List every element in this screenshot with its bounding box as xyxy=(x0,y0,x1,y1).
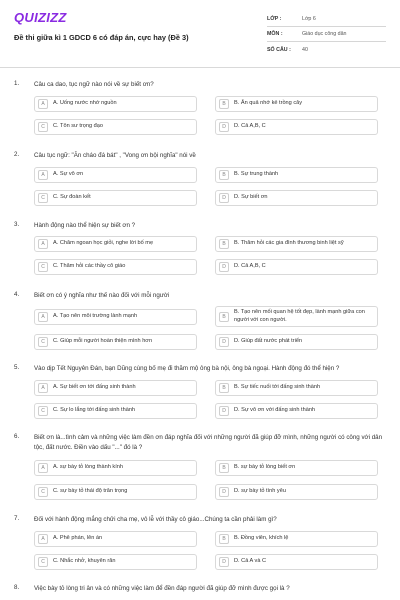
meta-row-grade xyxy=(267,12,386,27)
question-number: 7. xyxy=(14,515,20,522)
option-text: B. Đồng viên, khích lệ xyxy=(234,535,289,542)
option-letter: D xyxy=(219,337,229,347)
header-divider xyxy=(0,67,400,68)
option-text: A. sự bày tỏ lòng thành kính xyxy=(53,464,123,471)
option-a[interactable] xyxy=(34,460,197,476)
question-text: Vào dịp Tết Nguyên Đán, bạn Dũng cùng bố mẹ đi thăm mộ ông bà nội, ông bà ngoại. Hành động đó thể hiện ? xyxy=(34,365,340,372)
question-text: Việc bày tỏ lòng tri ân và có những việc làm để đền đáp người đã giúp đỡ mình được gọi là ? xyxy=(34,585,290,592)
option-letter: C xyxy=(38,337,48,347)
option-letter: A xyxy=(38,170,48,180)
meta-row-count xyxy=(267,42,386,57)
option-b[interactable] xyxy=(215,236,378,252)
question-number: 6. xyxy=(14,433,20,440)
option-text: C. Sự lo lắng tới đấng sinh thành xyxy=(53,407,136,414)
option-text: B. Tạo nên mối quan hệ tốt đẹp, lành mạnh giữa con người với con người. xyxy=(234,309,365,323)
meta-key: SỐ CÂU : xyxy=(267,46,291,53)
option-text: B. Sự trung thành xyxy=(234,171,279,178)
question-number: 5. xyxy=(14,364,20,371)
meta-value: Giáo dục công dân xyxy=(302,31,347,37)
option-d[interactable] xyxy=(215,259,378,275)
question-number: 1. xyxy=(14,80,20,87)
option-c[interactable] xyxy=(34,554,197,570)
option-d[interactable] xyxy=(215,403,378,419)
option-a[interactable] xyxy=(34,309,197,325)
question-number: 2. xyxy=(14,151,20,158)
option-c[interactable] xyxy=(34,403,197,419)
option-letter: B xyxy=(219,239,229,249)
question-number: 8. xyxy=(14,584,20,591)
option-text: C. Giúp mỗi người hoàn thiện mình hơn xyxy=(53,338,153,345)
meta-table xyxy=(267,12,386,57)
option-text: D. Cả A và C xyxy=(234,558,267,565)
option-letter: A xyxy=(38,312,48,322)
option-b[interactable] xyxy=(215,96,378,112)
option-letter: B xyxy=(219,99,229,109)
question-text: Câu ca dao, tục ngữ nào nói về sự biết ơn? xyxy=(34,81,154,88)
option-a[interactable] xyxy=(34,236,197,252)
meta-value: 40 xyxy=(302,46,308,53)
option-a[interactable] xyxy=(34,167,197,183)
meta-value: Lớp 6 xyxy=(302,16,316,22)
option-letter: B xyxy=(219,534,229,544)
option-letter: A xyxy=(38,463,48,473)
option-text: B. Ăn quả nhớ kẻ trồng cây xyxy=(234,100,303,107)
option-text: C. Tôn sư trọng đạo xyxy=(53,123,103,130)
option-d[interactable] xyxy=(215,554,378,570)
option-b[interactable] xyxy=(215,306,378,327)
option-letter: B xyxy=(219,463,229,473)
meta-key: MÔN : xyxy=(267,31,283,37)
option-text: A. Uống nước nhớ nguồn xyxy=(53,100,117,107)
option-text: C. Nhắc nhở, khuyên răn xyxy=(53,558,116,565)
option-letter: C xyxy=(38,557,48,567)
option-letter: D xyxy=(219,487,229,497)
option-d[interactable] xyxy=(215,484,378,500)
meta-key: LỚP : xyxy=(267,16,282,22)
question-text: Biết ơn là...tình cảm và những việc làm đền ơn đáp nghĩa đối với những người đã giúp đỡ mình, những người có công với dân tộc, đất nước. Điền vào dấu "..." đó là ? xyxy=(34,434,383,451)
option-text: C. Sự đoàn kết xyxy=(53,194,91,201)
page-title: Đề thi giữa kì 1 GDCD 6 có đáp án, cực hay (Đề 3) xyxy=(14,33,189,42)
option-text: A. Tạo nên môi trường lành mạnh xyxy=(53,313,138,320)
option-b[interactable] xyxy=(215,380,378,396)
question-text: Biết ơn có ý nghĩa như thế nào đối với mỗi người xyxy=(34,292,170,299)
question-text: Đối với hành động mắng chửi cha mẹ, vô lễ với thầy cô giáo...Chúng ta cần phải làm gì? xyxy=(34,516,277,523)
option-letter: C xyxy=(38,406,48,416)
option-letter: B xyxy=(219,312,229,322)
option-letter: D xyxy=(219,406,229,416)
option-text: D. sự bày tỏ tình yêu xyxy=(234,488,286,495)
option-d[interactable] xyxy=(215,190,378,206)
option-letter: B xyxy=(219,170,229,180)
option-text: B. sự bày tỏ lòng biết ơn xyxy=(234,464,296,471)
option-b[interactable] xyxy=(215,460,378,476)
option-b[interactable] xyxy=(215,167,378,183)
option-a[interactable] xyxy=(34,96,197,112)
option-c[interactable] xyxy=(34,119,197,135)
option-text: C. sự bày tỏ thái độ trân trọng xyxy=(53,488,128,495)
option-a[interactable] xyxy=(34,380,197,396)
option-letter: D xyxy=(219,262,229,272)
option-c[interactable] xyxy=(34,484,197,500)
option-letter: B xyxy=(219,383,229,393)
option-text: A. Sự vô ơn xyxy=(53,171,84,178)
question-number: 4. xyxy=(14,291,20,298)
option-letter: C xyxy=(38,262,48,272)
option-letter: D xyxy=(219,122,229,132)
option-letter: D xyxy=(219,193,229,203)
option-text: D. Cả A,B, C xyxy=(234,263,266,270)
quizizz-logo[interactable]: QUIZIZZ xyxy=(14,10,67,25)
option-text: C. Thăm hỏi các thầy cô giáo xyxy=(53,263,126,270)
option-text: D. Sự vô ơn với đấng sinh thành xyxy=(234,407,316,414)
option-text: D. Giúp đất nước phát triển xyxy=(234,338,303,345)
option-letter: A xyxy=(38,239,48,249)
option-d[interactable] xyxy=(215,119,378,135)
option-text: A. Phê phán, lên án xyxy=(53,535,103,542)
option-letter: A xyxy=(38,99,48,109)
option-text: A. Sự biết ơn tới đấng sinh thành xyxy=(53,384,136,391)
option-d[interactable] xyxy=(215,334,378,350)
option-letter: C xyxy=(38,122,48,132)
option-letter: C xyxy=(38,487,48,497)
option-letter: A xyxy=(38,534,48,544)
option-text: D. Cả A,B, C xyxy=(234,123,266,130)
option-letter: A xyxy=(38,383,48,393)
option-text: A. Chăm ngoan học giỏi, nghe lời bố mẹ xyxy=(53,240,154,247)
meta-row-subject xyxy=(267,27,386,42)
option-c[interactable] xyxy=(34,259,197,275)
question-text: Hành động nào thể hiện sự biết ơn ? xyxy=(34,222,136,229)
option-text: B. Thăm hỏi các gia đình thương binh liệt sỹ xyxy=(234,240,344,247)
option-c[interactable] xyxy=(34,190,197,206)
option-letter: C xyxy=(38,193,48,203)
option-a[interactable] xyxy=(34,531,197,547)
option-b[interactable] xyxy=(215,531,378,547)
option-text: D. Sự biết ơn xyxy=(234,194,268,201)
option-letter: D xyxy=(219,557,229,567)
question-number: 3. xyxy=(14,221,20,228)
question-text: Câu tục ngữ: "Ăn cháo đá bát" , "Vong ơn bội nghĩa" nói về xyxy=(34,152,196,159)
header xyxy=(0,0,400,68)
option-c[interactable] xyxy=(34,334,197,350)
option-text: B. Sự tiếc nuối tới đấng sinh thành xyxy=(234,384,321,391)
